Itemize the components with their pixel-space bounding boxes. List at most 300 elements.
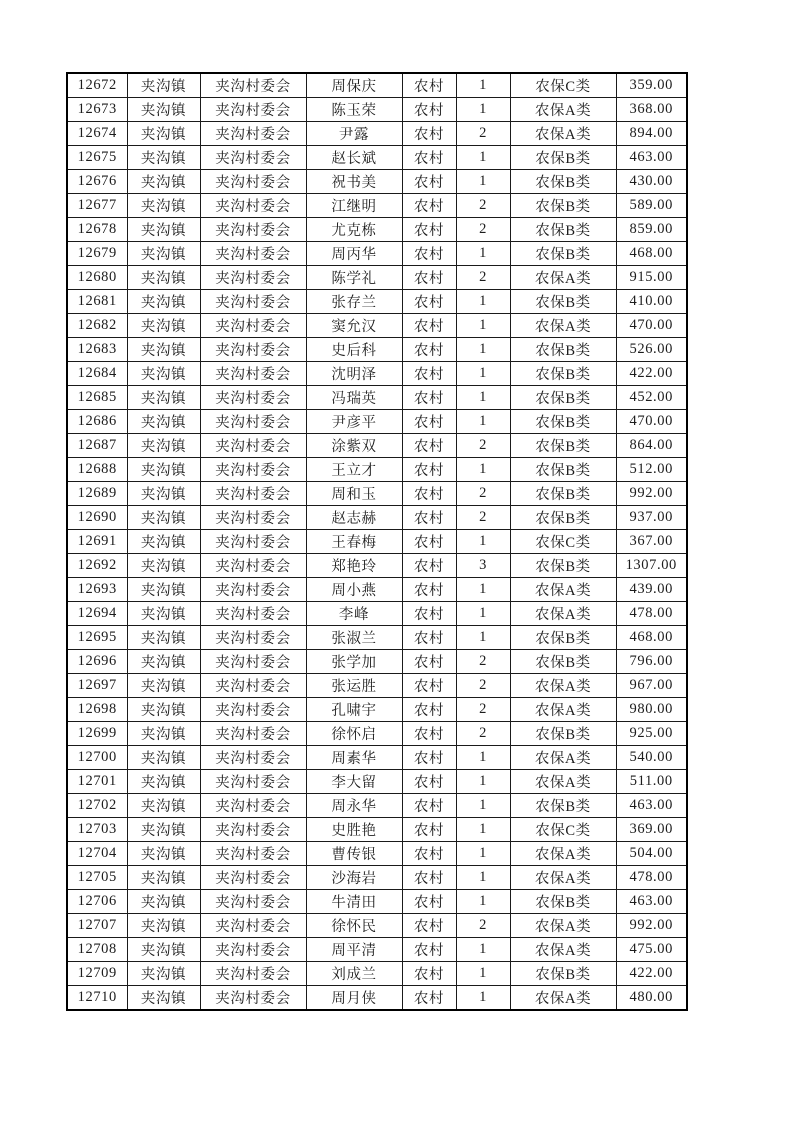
table-cell-residence-type: 农村 (402, 362, 456, 386)
table-cell-residence-type: 农村 (402, 314, 456, 338)
table-cell-residence-type: 农村 (402, 626, 456, 650)
table-cell-residence-type: 农村 (402, 338, 456, 362)
table-row (67, 962, 687, 986)
table-row (67, 146, 687, 170)
table-row (67, 938, 687, 962)
table-cell-residence-type: 农村 (402, 194, 456, 218)
table-cell-person-name: 周月侠 (306, 986, 402, 1011)
table-cell-residence-type: 农村 (402, 818, 456, 842)
table-row (67, 530, 687, 554)
table-cell-village-committee: 夹沟村委会 (200, 194, 306, 218)
table-cell-insurance-category: 农保B类 (510, 554, 616, 578)
table-cell-town: 夹沟镇 (127, 794, 200, 818)
table-cell-village-committee: 夹沟村委会 (200, 578, 306, 602)
table-cell-serial-no: 12676 (67, 170, 127, 194)
table-cell-person-count: 1 (456, 386, 510, 410)
table-cell-person-name: 窦允汉 (306, 314, 402, 338)
table-cell-person-name: 尹露 (306, 122, 402, 146)
table-row (67, 698, 687, 722)
table-cell-serial-no: 12698 (67, 698, 127, 722)
table-cell-town: 夹沟镇 (127, 506, 200, 530)
table-cell-serial-no: 12682 (67, 314, 127, 338)
table-cell-residence-type: 农村 (402, 410, 456, 434)
table-cell-serial-no: 12705 (67, 866, 127, 890)
table-cell-village-committee: 夹沟村委会 (200, 314, 306, 338)
table-row (67, 794, 687, 818)
table-cell-person-count: 1 (456, 98, 510, 122)
table-row (67, 434, 687, 458)
table-cell-person-name: 李大留 (306, 770, 402, 794)
table-cell-insurance-category: 农保A类 (510, 986, 616, 1011)
table-cell-serial-no: 12673 (67, 98, 127, 122)
table-cell-amount: 410.00 (616, 290, 687, 314)
table-row (67, 746, 687, 770)
table-cell-insurance-category: 农保A类 (510, 602, 616, 626)
table-cell-person-count: 2 (456, 674, 510, 698)
table-cell-insurance-category: 农保A类 (510, 98, 616, 122)
table-cell-person-name: 周小燕 (306, 578, 402, 602)
table-cell-town: 夹沟镇 (127, 698, 200, 722)
table-cell-person-count: 1 (456, 290, 510, 314)
table-cell-insurance-category: 农保B类 (510, 218, 616, 242)
table-cell-town: 夹沟镇 (127, 746, 200, 770)
table-cell-person-name: 张学加 (306, 650, 402, 674)
table-row (67, 242, 687, 266)
table-cell-town: 夹沟镇 (127, 73, 200, 98)
table-cell-person-count: 1 (456, 410, 510, 434)
table-cell-town: 夹沟镇 (127, 938, 200, 962)
table-cell-village-committee: 夹沟村委会 (200, 770, 306, 794)
table-cell-person-name: 赵长斌 (306, 146, 402, 170)
table-cell-town: 夹沟镇 (127, 410, 200, 434)
table-cell-person-count: 2 (456, 722, 510, 746)
table-cell-town: 夹沟镇 (127, 458, 200, 482)
table-cell-insurance-category: 农保B类 (510, 458, 616, 482)
table-cell-amount: 359.00 (616, 73, 687, 98)
table-cell-village-committee: 夹沟村委会 (200, 818, 306, 842)
table-cell-person-name: 史胜艳 (306, 818, 402, 842)
table-row (67, 362, 687, 386)
table-cell-insurance-category: 农保C类 (510, 818, 616, 842)
table-cell-person-name: 周平清 (306, 938, 402, 962)
table-cell-amount: 463.00 (616, 794, 687, 818)
table-cell-town: 夹沟镇 (127, 914, 200, 938)
table-cell-insurance-category: 农保B类 (510, 962, 616, 986)
table-cell-serial-no: 12697 (67, 674, 127, 698)
table-cell-serial-no: 12681 (67, 290, 127, 314)
table-cell-village-committee: 夹沟村委会 (200, 986, 306, 1011)
table-cell-person-count: 1 (456, 866, 510, 890)
table-cell-insurance-category: 农保A类 (510, 578, 616, 602)
table-cell-amount: 589.00 (616, 194, 687, 218)
table-cell-serial-no: 12691 (67, 530, 127, 554)
table-cell-person-count: 1 (456, 746, 510, 770)
table-cell-amount: 480.00 (616, 986, 687, 1011)
table-cell-village-committee: 夹沟村委会 (200, 602, 306, 626)
table-cell-person-name: 陈玉荣 (306, 98, 402, 122)
table-cell-person-name: 曹传银 (306, 842, 402, 866)
table-cell-insurance-category: 农保B类 (510, 290, 616, 314)
table-cell-amount: 452.00 (616, 386, 687, 410)
table-cell-town: 夹沟镇 (127, 314, 200, 338)
table-cell-person-count: 1 (456, 73, 510, 98)
table-row (67, 554, 687, 578)
table-cell-town: 夹沟镇 (127, 290, 200, 314)
table-cell-amount: 894.00 (616, 122, 687, 146)
table-cell-insurance-category: 农保B类 (510, 242, 616, 266)
table-cell-village-committee: 夹沟村委会 (200, 458, 306, 482)
table-row (67, 722, 687, 746)
table-cell-residence-type: 农村 (402, 602, 456, 626)
table-cell-person-count: 1 (456, 170, 510, 194)
table-cell-insurance-category: 农保A类 (510, 674, 616, 698)
table-cell-residence-type: 农村 (402, 122, 456, 146)
table-cell-serial-no: 12708 (67, 938, 127, 962)
table-cell-village-committee: 夹沟村委会 (200, 626, 306, 650)
table-cell-person-name: 张存兰 (306, 290, 402, 314)
table-cell-person-name: 王立才 (306, 458, 402, 482)
table-cell-town: 夹沟镇 (127, 770, 200, 794)
table-cell-town: 夹沟镇 (127, 722, 200, 746)
table-cell-insurance-category: 农保A类 (510, 746, 616, 770)
table-cell-residence-type: 农村 (402, 266, 456, 290)
table-cell-person-name: 张运胜 (306, 674, 402, 698)
table-cell-insurance-category: 农保A类 (510, 698, 616, 722)
table-cell-amount: 796.00 (616, 650, 687, 674)
table-cell-village-committee: 夹沟村委会 (200, 266, 306, 290)
table-cell-person-count: 1 (456, 602, 510, 626)
table-cell-person-count: 1 (456, 962, 510, 986)
table-cell-person-name: 孔啸宇 (306, 698, 402, 722)
table-cell-amount: 925.00 (616, 722, 687, 746)
table-cell-person-name: 周保庆 (306, 73, 402, 98)
table-cell-serial-no: 12684 (67, 362, 127, 386)
table-cell-person-name: 徐怀民 (306, 914, 402, 938)
table-row (67, 506, 687, 530)
table-cell-serial-no: 12694 (67, 602, 127, 626)
table-cell-amount: 463.00 (616, 146, 687, 170)
table-cell-amount: 859.00 (616, 218, 687, 242)
table-cell-town: 夹沟镇 (127, 818, 200, 842)
table-cell-serial-no: 12702 (67, 794, 127, 818)
table-cell-person-count: 2 (456, 482, 510, 506)
table-cell-village-committee: 夹沟村委会 (200, 530, 306, 554)
table-cell-insurance-category: 农保B类 (510, 170, 616, 194)
table-cell-town: 夹沟镇 (127, 338, 200, 362)
table-cell-town: 夹沟镇 (127, 146, 200, 170)
table-row (67, 482, 687, 506)
table-row (67, 266, 687, 290)
table-cell-person-count: 1 (456, 338, 510, 362)
table-cell-village-committee: 夹沟村委会 (200, 794, 306, 818)
table-cell-person-name: 尤克栋 (306, 218, 402, 242)
table-cell-town: 夹沟镇 (127, 434, 200, 458)
table-cell-person-count: 2 (456, 434, 510, 458)
table-cell-residence-type: 农村 (402, 842, 456, 866)
table-cell-person-count: 1 (456, 146, 510, 170)
table-cell-village-committee: 夹沟村委会 (200, 506, 306, 530)
table-cell-insurance-category: 农保A类 (510, 938, 616, 962)
table-cell-amount: 915.00 (616, 266, 687, 290)
table-cell-insurance-category: 农保A类 (510, 314, 616, 338)
table-cell-person-name: 周永华 (306, 794, 402, 818)
table-cell-amount: 439.00 (616, 578, 687, 602)
table-cell-village-committee: 夹沟村委会 (200, 938, 306, 962)
table-cell-serial-no: 12706 (67, 890, 127, 914)
table-cell-insurance-category: 农保C类 (510, 530, 616, 554)
table-cell-village-committee: 夹沟村委会 (200, 98, 306, 122)
table-cell-serial-no: 12699 (67, 722, 127, 746)
table-cell-serial-no: 12674 (67, 122, 127, 146)
table-cell-serial-no: 12693 (67, 578, 127, 602)
table-cell-amount: 504.00 (616, 842, 687, 866)
table-cell-person-name: 史后科 (306, 338, 402, 362)
table-cell-amount: 422.00 (616, 362, 687, 386)
table-cell-serial-no: 12688 (67, 458, 127, 482)
table-cell-village-committee: 夹沟村委会 (200, 698, 306, 722)
table-cell-amount: 475.00 (616, 938, 687, 962)
table-row (67, 98, 687, 122)
table-cell-town: 夹沟镇 (127, 482, 200, 506)
table-cell-person-count: 1 (456, 794, 510, 818)
table-cell-amount: 967.00 (616, 674, 687, 698)
table-cell-person-count: 1 (456, 530, 510, 554)
table-cell-person-count: 1 (456, 458, 510, 482)
table-cell-town: 夹沟镇 (127, 266, 200, 290)
table-cell-serial-no: 12680 (67, 266, 127, 290)
table-cell-residence-type: 农村 (402, 770, 456, 794)
table-row (67, 602, 687, 626)
table-cell-village-committee: 夹沟村委会 (200, 674, 306, 698)
table-cell-person-count: 2 (456, 506, 510, 530)
table-cell-residence-type: 农村 (402, 650, 456, 674)
table-cell-person-name: 郑艳玲 (306, 554, 402, 578)
table-row (67, 218, 687, 242)
table-cell-serial-no: 12695 (67, 626, 127, 650)
table-cell-town: 夹沟镇 (127, 986, 200, 1011)
table-cell-residence-type: 农村 (402, 386, 456, 410)
insurance-payment-table-body (67, 73, 687, 1010)
table-cell-village-committee: 夹沟村委会 (200, 386, 306, 410)
table-cell-amount: 468.00 (616, 626, 687, 650)
table-cell-person-count: 1 (456, 842, 510, 866)
table-cell-person-name: 李峰 (306, 602, 402, 626)
table-cell-amount: 992.00 (616, 482, 687, 506)
table-cell-town: 夹沟镇 (127, 674, 200, 698)
table-cell-town: 夹沟镇 (127, 866, 200, 890)
table-cell-amount: 430.00 (616, 170, 687, 194)
table-row (67, 986, 687, 1011)
table-cell-amount: 937.00 (616, 506, 687, 530)
table-cell-person-name: 周和玉 (306, 482, 402, 506)
table-cell-residence-type: 农村 (402, 746, 456, 770)
table-cell-amount: 992.00 (616, 914, 687, 938)
table-cell-residence-type: 农村 (402, 242, 456, 266)
table-cell-person-name: 江继明 (306, 194, 402, 218)
table-cell-amount: 1307.00 (616, 554, 687, 578)
table-cell-person-count: 1 (456, 362, 510, 386)
table-cell-serial-no: 12707 (67, 914, 127, 938)
table-row (67, 73, 687, 98)
table-cell-village-committee: 夹沟村委会 (200, 866, 306, 890)
table-cell-amount: 540.00 (616, 746, 687, 770)
insurance-payment-table (66, 72, 688, 1011)
table-cell-insurance-category: 农保B类 (510, 794, 616, 818)
table-cell-insurance-category: 农保B类 (510, 386, 616, 410)
table-cell-person-count: 2 (456, 266, 510, 290)
table-cell-person-count: 1 (456, 818, 510, 842)
table-cell-insurance-category: 农保B类 (510, 146, 616, 170)
table-cell-insurance-category: 农保B类 (510, 338, 616, 362)
table-cell-town: 夹沟镇 (127, 122, 200, 146)
table-cell-person-name: 周丙华 (306, 242, 402, 266)
table-cell-town: 夹沟镇 (127, 170, 200, 194)
table-cell-insurance-category: 农保C类 (510, 73, 616, 98)
table-cell-person-count: 1 (456, 770, 510, 794)
table-cell-residence-type: 农村 (402, 218, 456, 242)
table-cell-residence-type: 农村 (402, 170, 456, 194)
table-cell-village-committee: 夹沟村委会 (200, 890, 306, 914)
table-cell-insurance-category: 农保B类 (510, 506, 616, 530)
table-cell-serial-no: 12709 (67, 962, 127, 986)
table-cell-town: 夹沟镇 (127, 650, 200, 674)
table-cell-person-count: 1 (456, 314, 510, 338)
table-cell-person-name: 张淑兰 (306, 626, 402, 650)
table-cell-village-committee: 夹沟村委会 (200, 362, 306, 386)
table-cell-serial-no: 12703 (67, 818, 127, 842)
table-cell-person-count: 1 (456, 242, 510, 266)
table-cell-insurance-category: 农保A类 (510, 914, 616, 938)
table-row (67, 410, 687, 434)
table-row (67, 314, 687, 338)
table-cell-amount: 512.00 (616, 458, 687, 482)
table-cell-insurance-category: 农保B类 (510, 482, 616, 506)
table-cell-village-committee: 夹沟村委会 (200, 650, 306, 674)
table-cell-town: 夹沟镇 (127, 362, 200, 386)
table-cell-town: 夹沟镇 (127, 890, 200, 914)
table-cell-serial-no: 12683 (67, 338, 127, 362)
table-cell-insurance-category: 农保B类 (510, 434, 616, 458)
table-cell-serial-no: 12679 (67, 242, 127, 266)
table-cell-residence-type: 农村 (402, 506, 456, 530)
table-cell-serial-no: 12677 (67, 194, 127, 218)
table-cell-serial-no: 12690 (67, 506, 127, 530)
table-cell-serial-no: 12700 (67, 746, 127, 770)
table-cell-insurance-category: 农保A类 (510, 266, 616, 290)
table-cell-person-name: 涂紫双 (306, 434, 402, 458)
table-cell-serial-no: 12685 (67, 386, 127, 410)
table-cell-insurance-category: 农保B类 (510, 362, 616, 386)
table-cell-amount: 368.00 (616, 98, 687, 122)
table-cell-person-name: 徐怀启 (306, 722, 402, 746)
table-cell-amount: 478.00 (616, 602, 687, 626)
table-cell-person-name: 沈明泽 (306, 362, 402, 386)
table-cell-person-name: 陈学礼 (306, 266, 402, 290)
table-cell-person-count: 2 (456, 698, 510, 722)
table-cell-village-committee: 夹沟村委会 (200, 722, 306, 746)
table-row (67, 842, 687, 866)
table-cell-person-count: 1 (456, 626, 510, 650)
table-cell-village-committee: 夹沟村委会 (200, 146, 306, 170)
table-cell-person-name: 尹彦平 (306, 410, 402, 434)
table-cell-amount: 422.00 (616, 962, 687, 986)
table-cell-person-count: 2 (456, 914, 510, 938)
table-cell-serial-no: 12692 (67, 554, 127, 578)
table-cell-person-count: 2 (456, 194, 510, 218)
table-row (67, 458, 687, 482)
table-cell-amount: 470.00 (616, 314, 687, 338)
table-cell-serial-no: 12672 (67, 73, 127, 98)
table-cell-residence-type: 农村 (402, 73, 456, 98)
table-cell-village-committee: 夹沟村委会 (200, 242, 306, 266)
table-cell-person-count: 1 (456, 938, 510, 962)
table-cell-residence-type: 农村 (402, 866, 456, 890)
table-cell-town: 夹沟镇 (127, 626, 200, 650)
table-cell-village-committee: 夹沟村委会 (200, 482, 306, 506)
table-row (67, 650, 687, 674)
table-cell-village-committee: 夹沟村委会 (200, 842, 306, 866)
table-cell-serial-no: 12686 (67, 410, 127, 434)
table-cell-town: 夹沟镇 (127, 530, 200, 554)
table-cell-serial-no: 12689 (67, 482, 127, 506)
table-row (67, 122, 687, 146)
table-cell-person-count: 3 (456, 554, 510, 578)
table-cell-residence-type: 农村 (402, 674, 456, 698)
table-cell-person-count: 2 (456, 122, 510, 146)
table-cell-person-name: 祝书美 (306, 170, 402, 194)
table-cell-serial-no: 12701 (67, 770, 127, 794)
table-row (67, 674, 687, 698)
table-cell-insurance-category: 农保A类 (510, 866, 616, 890)
table-cell-person-name: 周素华 (306, 746, 402, 770)
table-cell-town: 夹沟镇 (127, 98, 200, 122)
table-cell-residence-type: 农村 (402, 722, 456, 746)
table-row (67, 170, 687, 194)
table-cell-serial-no: 12675 (67, 146, 127, 170)
table-cell-residence-type: 农村 (402, 290, 456, 314)
table-row (67, 770, 687, 794)
table-cell-person-name: 赵志赫 (306, 506, 402, 530)
table-cell-amount: 470.00 (616, 410, 687, 434)
table-cell-residence-type: 农村 (402, 146, 456, 170)
table-cell-amount: 463.00 (616, 890, 687, 914)
table-cell-amount: 864.00 (616, 434, 687, 458)
table-cell-village-committee: 夹沟村委会 (200, 122, 306, 146)
table-cell-residence-type: 农村 (402, 698, 456, 722)
table-cell-amount: 980.00 (616, 698, 687, 722)
table-cell-residence-type: 农村 (402, 482, 456, 506)
table-cell-serial-no: 12678 (67, 218, 127, 242)
table-cell-village-committee: 夹沟村委会 (200, 338, 306, 362)
table-cell-insurance-category: 农保B类 (510, 722, 616, 746)
table-cell-insurance-category: 农保A类 (510, 122, 616, 146)
table-cell-amount: 367.00 (616, 530, 687, 554)
table-row (67, 578, 687, 602)
table-cell-village-committee: 夹沟村委会 (200, 554, 306, 578)
table-cell-village-committee: 夹沟村委会 (200, 218, 306, 242)
table-cell-town: 夹沟镇 (127, 218, 200, 242)
table-cell-insurance-category: 农保A类 (510, 842, 616, 866)
table-cell-village-committee: 夹沟村委会 (200, 434, 306, 458)
table-cell-person-count: 1 (456, 890, 510, 914)
table-row (67, 914, 687, 938)
table-cell-town: 夹沟镇 (127, 194, 200, 218)
table-cell-residence-type: 农村 (402, 914, 456, 938)
table-cell-insurance-category: 农保B类 (510, 626, 616, 650)
table-cell-residence-type: 农村 (402, 962, 456, 986)
table-cell-amount: 511.00 (616, 770, 687, 794)
table-cell-person-name: 刘成兰 (306, 962, 402, 986)
